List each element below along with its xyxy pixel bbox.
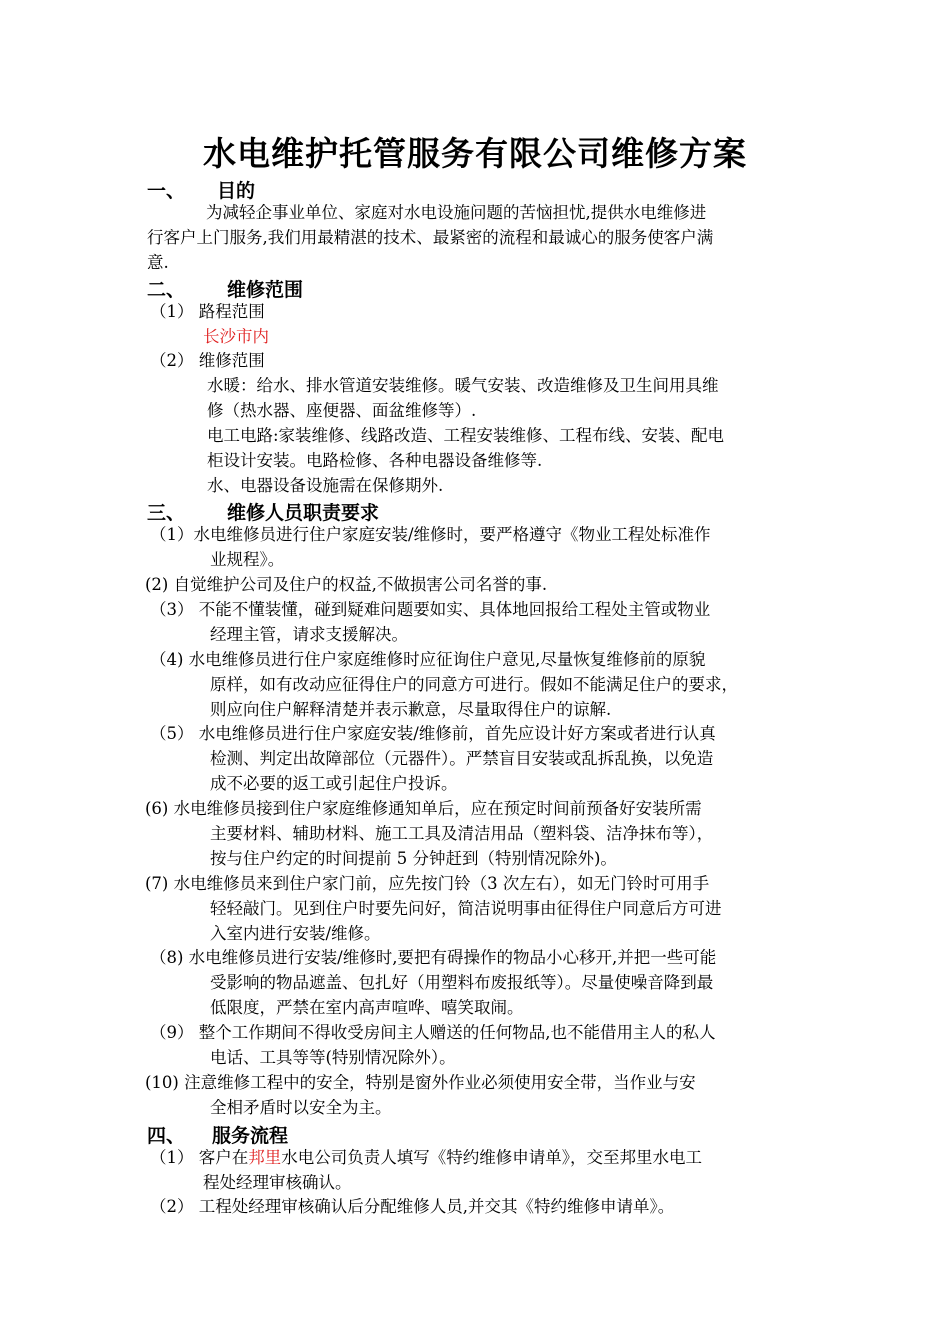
duty-line: 检测、判定出故障部位（元器件）。严禁盲目安装或乱拆乱换，以免造	[210, 749, 714, 768]
section-4-title: 服务流程	[212, 1125, 289, 1147]
duty-line: 成不必要的返工或引起住户投诉。	[210, 774, 458, 793]
duty-line: 业规程》。	[210, 550, 285, 569]
section-2-line: 电工电路:家装维修、线路改造、工程安装维修、工程布线、安装、配电	[207, 426, 725, 445]
duty-line: 原样，如有改动应征得住户的同意方可进行。假如不能满足住户的要求，	[210, 675, 738, 694]
section-3-heading	[147, 498, 379, 525]
section-1-line: 为减轻企事业单位、家庭对水电设施问题的苦恼担忧,提供水电维修进	[206, 203, 707, 222]
duty-line: （5） 水电维修员进行住户家庭安装/维修前，首先应设计好方案或者进行认真	[150, 724, 716, 743]
section-3-number: 三、	[147, 502, 186, 524]
item-label: 维修范围	[198, 351, 265, 370]
duty-line: 按与住户约定的时间提前 5 分钟赶到（特别情况除外)。	[210, 849, 617, 868]
duty-line: (6) 水电维修员接到住户家庭维修通知单后，应在预定时间前预备好安装所需	[145, 799, 702, 818]
section-1-number: 一、	[147, 180, 186, 202]
section-2-heading	[147, 275, 303, 302]
section-1-line: 意.	[147, 253, 169, 272]
duty-line: (10) 注意维修工程中的安全，特别是窗外作业必须使用安全带，当作业与安	[145, 1073, 696, 1092]
duty-line: (2) 自觉维护公司及住户的权益,不做损害公司名誉的事.	[145, 575, 548, 594]
section-2-number: 二、	[147, 279, 186, 301]
duty-line: （1）水电维修员进行住户家庭安装/维修时，要严格遵守《物业工程处标准作	[150, 525, 711, 544]
section-4-heading	[147, 1121, 288, 1148]
duty-line: 受影响的物品遮盖、包扎好（用塑料布废报纸等）。尽量使噪音降到最	[210, 973, 714, 992]
section-2-line: 水、电器设备设施需在保修期外.	[207, 476, 444, 495]
process-line	[150, 1146, 702, 1170]
route-range-value: 长沙市内	[203, 327, 269, 346]
section-2-title: 维修范围	[227, 279, 304, 301]
section-4-number: 四、	[147, 1125, 186, 1147]
list-item	[150, 349, 265, 373]
duty-line: （9） 整个工作期间不得收受房间主人赠送的任何物品,也不能借用主人的私人	[150, 1023, 716, 1042]
process-text: 水电公司负责人填写《特约维修申请单》，交至邦里水电工	[281, 1148, 702, 1167]
item-label: 路程范围	[198, 302, 265, 321]
duty-line: 经理主管，请求支援解决。	[210, 625, 408, 644]
duty-line: (7) 水电维修员来到住户家门前，应先按门铃（3 次左右），如无门铃时可用手	[145, 874, 710, 893]
list-item	[150, 300, 265, 324]
duty-line: 入室内进行安装/维修。	[210, 924, 381, 943]
duty-line: 主要材料、辅助材料、施工工具及清洁用品（塑料袋、洁净抹布等），	[210, 824, 714, 843]
item-number: （2）	[150, 351, 194, 370]
section-1-line: 行客户上门服务,我们用最精湛的技术、最紧密的流程和最诚心的服务使客户满	[147, 228, 714, 247]
duty-line: 电话、工具等等(特别情况除外）。	[210, 1048, 456, 1067]
duty-line: 全相矛盾时以安全为主。	[210, 1098, 392, 1117]
section-2-line: 柜设计安装。电路检修、各种电器设备维修等.	[207, 451, 543, 470]
section-1-title: 目的	[217, 180, 256, 202]
process-line: （2） 工程处经理审核确认后分配维修人员,并交其《特约维修申请单》。	[150, 1197, 675, 1216]
duty-line: 低限度，严禁在室内高声喧哗、嘻笑取闹。	[210, 998, 524, 1017]
duty-line: 轻轻敲门。见到住户时要先问好，简洁说明事由征得住户同意后方可进	[210, 899, 722, 918]
company-name-highlight: 邦里	[248, 1148, 282, 1167]
duty-line: （8) 水电维修员进行安装/维修时,要把有碍操作的物品小心移开,并把一些可能	[150, 948, 717, 967]
duty-line: （4) 水电维修员进行住户家庭维修时应征询住户意见,尽量恢复维修前的原貌	[150, 650, 706, 669]
document-title: 水电维护托管服务有限公司维修方案	[203, 134, 747, 173]
item-number: （1）	[150, 302, 194, 321]
section-2-line: 水暖：给水、排水管道安装维修。暖气安装、改造维修及卫生间用具维	[207, 376, 719, 395]
process-text: （1） 客户在	[150, 1148, 249, 1167]
duty-line: 则应向住户解释清楚并表示歉意，尽量取得住户的谅解.	[210, 700, 612, 719]
section-2-line: 修（热水器、座便器、面盆维修等）.	[207, 401, 477, 420]
section-3-title: 维修人员职责要求	[227, 502, 380, 524]
process-line: 程处经理审核确认。	[203, 1173, 352, 1192]
section-1-heading	[147, 176, 255, 203]
duty-line: （3） 不能不懂装懂，碰到疑难问题要如实、具体地回报给工程处主管或物业	[150, 600, 711, 619]
